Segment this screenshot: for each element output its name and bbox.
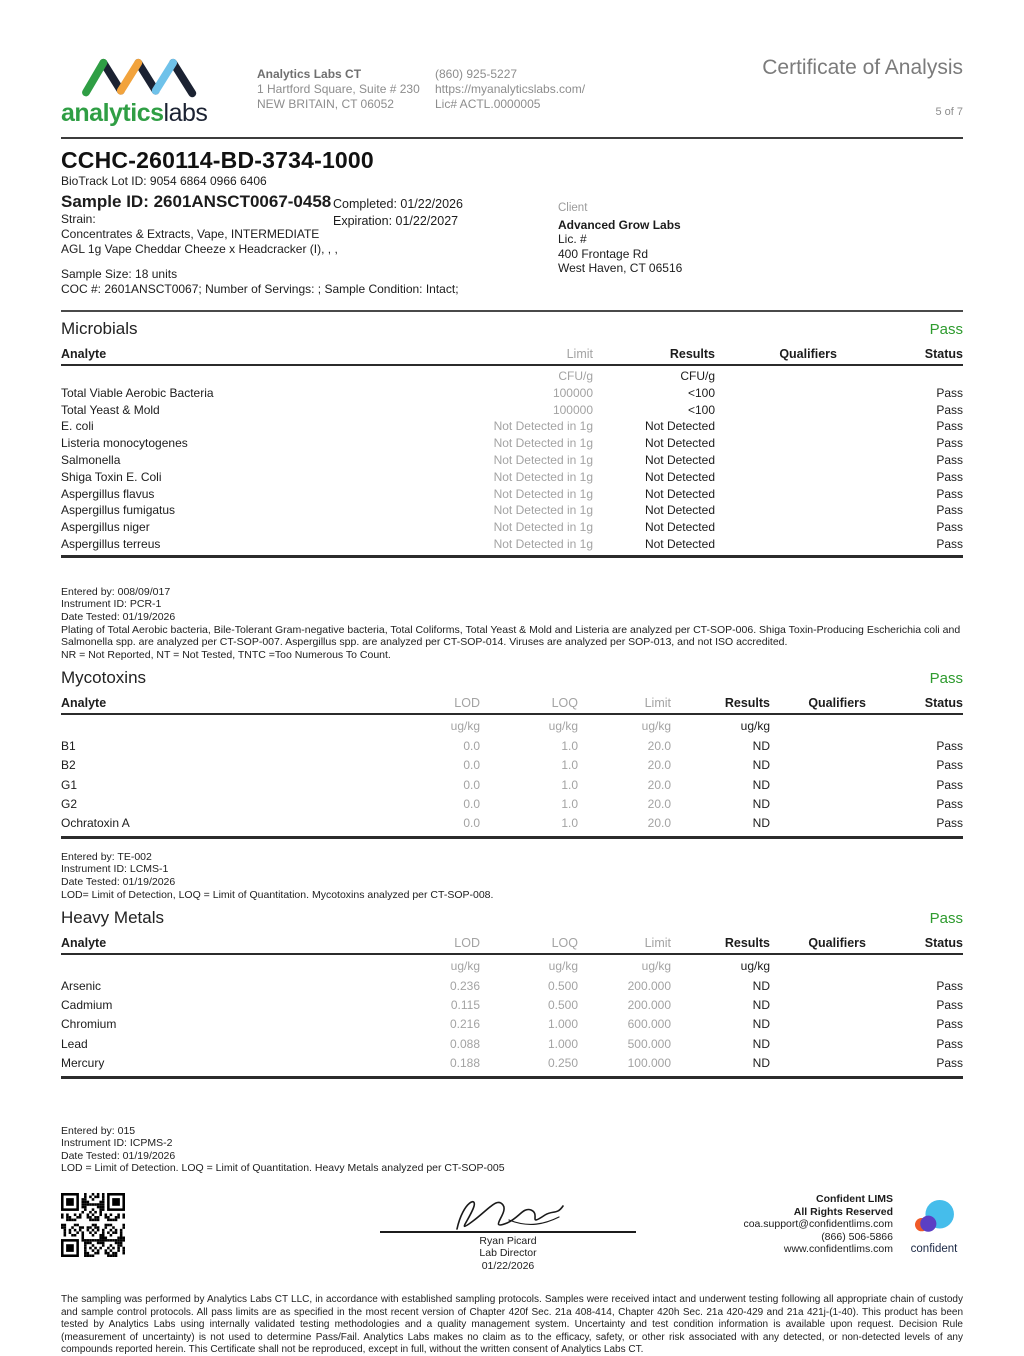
table-cell: 1.000: [547, 1017, 578, 1032]
table-cell: ND: [671, 1054, 770, 1077]
table-cell: Pass: [936, 486, 963, 501]
signature-icon: [433, 1193, 583, 1235]
note-line: Entered by: 015: [61, 1124, 136, 1137]
table-cell: 20.0: [578, 814, 671, 837]
unit-cell: ug/kg: [740, 719, 770, 734]
table-cell: 20.0: [647, 758, 671, 773]
table-cell: G2: [61, 796, 78, 811]
column-header: Results: [593, 347, 715, 365]
table-cell: B2: [61, 758, 76, 773]
table-cell: 0.088: [449, 1036, 480, 1051]
table-cell: [770, 795, 866, 814]
unit-cell: [61, 714, 381, 736]
lab-address-line1: 1 Hartford Square, Suite # 230: [257, 82, 420, 96]
table-cell: Aspergillus terreus: [61, 536, 441, 556]
lab-logo: [61, 52, 211, 128]
table-cell: [715, 519, 837, 536]
note-line: LOD = Limit of Detection. LOQ = Limit of Quantitation. Heavy Metals analyzed per CT-SOP-005: [61, 1162, 505, 1175]
table-cell: [715, 469, 837, 486]
column-header: LOD: [381, 696, 480, 714]
column-header: Analyte: [61, 696, 381, 714]
product-name: AGL 1g Vape Cheddar Cheeze x Headcracker (I), , ,: [61, 242, 338, 256]
table-cell: [770, 737, 866, 756]
table-cell: Not Detected in 1g: [493, 452, 593, 467]
unit-cell: [61, 365, 441, 385]
mountain-zigzag-icon: [79, 52, 201, 98]
table-row: [61, 1054, 963, 1077]
table-row: [61, 756, 963, 775]
table-cell: Aspergillus flavus: [61, 486, 155, 501]
table-cell: [715, 402, 837, 419]
unit-cell: ug/kg: [641, 719, 671, 734]
unit-cell: [866, 954, 963, 976]
unit-cell: ug/kg: [548, 959, 578, 974]
section-divider: [61, 310, 963, 312]
table-cell: Pass: [936, 385, 963, 400]
table-cell: Not Detected in 1g: [493, 486, 593, 501]
signer-name: Ryan Picard: [479, 1234, 537, 1247]
table-cell: 1.0: [561, 777, 578, 792]
column-header: Limit: [578, 696, 671, 714]
mycotoxins-notes: [61, 851, 963, 901]
table-cell: Mercury: [61, 1054, 381, 1077]
table-cell: Pass: [936, 978, 963, 993]
table-cell: Pass: [936, 796, 963, 811]
column-header: Status: [866, 936, 963, 954]
table-row: [61, 1015, 963, 1034]
table-cell: Arsenic: [61, 978, 102, 993]
table-cell: ND: [752, 978, 770, 993]
mycotoxins-table: [61, 696, 963, 838]
document-title: Certificate of Analysis: [762, 56, 963, 79]
table-cell: 200.000: [627, 997, 671, 1012]
sign-date: 01/22/2026: [481, 1259, 535, 1272]
confident-logo: [905, 1193, 963, 1255]
page-header: [61, 52, 963, 139]
table-cell: 0.188: [381, 1054, 480, 1077]
table-cell: [770, 1015, 866, 1034]
table-cell: 600.000: [627, 1017, 671, 1032]
table-cell: E. coli: [61, 419, 94, 434]
note-line: Date Tested: 01/19/2026: [61, 610, 176, 623]
table-cell: 20.0: [647, 738, 671, 753]
table-cell: ND: [752, 758, 770, 773]
sample-id: Sample ID: 2601ANSCT0067-0458: [61, 192, 332, 211]
sample-info-block: [61, 192, 963, 297]
table-cell: 100000: [552, 402, 593, 417]
lims-info-block: [743, 1193, 893, 1256]
table-cell: [715, 418, 837, 435]
table-cell: 500.000: [627, 1036, 671, 1051]
table-cell: [715, 435, 837, 452]
section-title-mycotoxins: Mycotoxins: [61, 668, 147, 688]
lims-rights: All Rights Reserved: [793, 1205, 893, 1218]
heavy-metals-notes: [61, 1125, 963, 1175]
disclaimer-text: The sampling was performed by Analytics Labs CT LLC, in accordance with established sampling protocols. Samples were received intact and underwent testing following all appropriate chain of custody and sample control protocols. All pass limits are as specified in the most recent version of Chapter 420f Sec. 21a 408-414, Chapter 420h Sec. 21a 420-429 and 21a 421j-(1-40). This product has been tested by Analytics Labs using internally validated testing methodologies and a quality management system. Uncertainty and test condition information is available upon request. Decision Rule (measurement of uncertainty) is not used to determine Pass/Fail. Analytics Labs makes no claim as to the efficacy, safety, or other risk associated with any detected, or non-detected levels of any compounds reported herein. This Certificate shall not be reproduced, except in full, without the written consent of Analytics Labs CT.: [61, 1294, 963, 1356]
table-cell: Pass: [866, 814, 963, 837]
table-cell: 0.0: [463, 777, 480, 792]
column-header: LOQ: [480, 696, 578, 714]
sample-category: Concentrates & Extracts, Vape, INTERMEDIATE: [61, 227, 320, 241]
column-header: Limit: [441, 347, 593, 365]
header-right: [762, 56, 963, 118]
unit-cell: [770, 714, 866, 736]
confident-wordmark: confident: [910, 1242, 958, 1255]
table-cell: Pass: [936, 777, 963, 792]
note-line: Instrument ID: LCMS-1: [61, 863, 169, 876]
table-row: [61, 435, 963, 452]
confident-circles-icon: [912, 1199, 956, 1237]
table-cell: ND: [671, 814, 770, 837]
status-badge-heavy-metals: Pass: [929, 910, 963, 928]
column-header: LOQ: [480, 936, 578, 954]
table-row: [61, 1035, 963, 1054]
table-cell: ND: [752, 796, 770, 811]
table-row: [61, 795, 963, 814]
table-cell: G1: [61, 777, 78, 792]
client-license: Lic. #: [558, 232, 587, 246]
table-cell: Pass: [936, 738, 963, 753]
unit-cell: [837, 365, 963, 385]
table-cell: [770, 996, 866, 1015]
unit-cell: [61, 954, 381, 976]
table-cell: 1.0: [480, 814, 578, 837]
table-cell: Chromium: [61, 1017, 117, 1032]
microbials-section: [61, 319, 963, 661]
table-cell: ND: [752, 1017, 770, 1032]
heavy-metals-section: [61, 908, 963, 1175]
column-header: Results: [671, 936, 770, 954]
table-cell: [770, 814, 866, 837]
table-cell: Pass: [866, 1054, 963, 1077]
table-row: [61, 737, 963, 756]
table-cell: Total Viable Aerobic Bacteria: [61, 385, 214, 400]
table-cell: Not Detected: [644, 520, 715, 535]
unit-cell: CFU/g: [558, 369, 593, 383]
table-cell: [715, 452, 837, 469]
table-cell: Pass: [936, 503, 963, 518]
brand-wordmark: [61, 99, 211, 128]
table-cell: Pass: [936, 997, 963, 1012]
lab-website: https://myanalyticslabs.com/: [435, 82, 586, 96]
status-badge-mycotoxins: Pass: [929, 670, 963, 688]
note-line: Plating of Total Aerobic bacteria, Bile-Tolerant Gram-negative bacteria, Total Coliforms, Total Yeast & Mold and Listeria are analyzed per CT-SOP-006. Shiga Toxin-Producing Escherichia coli and Salmonella spp. are analyzed per CT-SOP-007. Aspergillus spp. are analyzed per CT-SOP-014. Viruses are analyzed per SOP-013, and not ISO accredited.: [61, 623, 961, 649]
table-cell: 0.500: [547, 978, 578, 993]
unit-cell: ug/kg: [548, 719, 578, 734]
table-row: [61, 977, 963, 996]
client-name: Advanced Grow Labs: [558, 217, 681, 232]
table-cell: Shiga Toxin E. Coli: [61, 469, 162, 484]
table-row: [61, 469, 963, 486]
table-cell: [770, 977, 866, 996]
table-cell: [770, 1054, 866, 1077]
table-cell: Not Detected: [644, 419, 715, 434]
table-cell: 20.0: [647, 796, 671, 811]
table-row: [61, 519, 963, 536]
unit-cell: ug/kg: [450, 959, 480, 974]
table-cell: Ochratoxin A: [61, 814, 381, 837]
column-header: Qualifiers: [770, 696, 866, 714]
table-cell: 100000: [552, 385, 593, 400]
table-cell: 0.216: [449, 1017, 480, 1032]
table-cell: Aspergillus niger: [61, 520, 150, 535]
mycotoxins-section: [61, 668, 963, 901]
brand-secondary: labs: [163, 99, 208, 127]
column-header: Analyte: [61, 936, 381, 954]
client-block: [558, 201, 682, 276]
table-cell: Not Detected: [644, 486, 715, 501]
table-row: [61, 776, 963, 795]
table-cell: 0.115: [450, 997, 480, 1012]
status-badge-microbials: Pass: [929, 321, 963, 338]
coc-info: COC #: 2601ANSCT0067; Number of Servings: ; Sample Condition: Intact;: [61, 282, 459, 296]
note-line: LOD= Limit of Detection, LOQ = Limit of Quantitation. Mycotoxins analyzed per CT-SOP-008.: [61, 888, 494, 901]
table-cell: [715, 486, 837, 503]
client-address2: West Haven, CT 06516: [558, 261, 683, 275]
biotrack-lot-id: BioTrack Lot ID: 9054 6864 0966 6406: [61, 174, 267, 188]
table-cell: 1.0: [561, 758, 578, 773]
table-cell: B1: [61, 738, 76, 753]
note-line: NR = Not Reported, NT = Not Tested, TNTC =Too Numerous To Count.: [61, 648, 391, 661]
unit-cell: [770, 954, 866, 976]
table-row: [61, 502, 963, 519]
unit-cell: ug/kg: [740, 959, 770, 974]
note-line: Instrument ID: ICPMS-2: [61, 1137, 173, 1150]
unit-cell: [715, 365, 837, 385]
brand-primary: analytics: [61, 99, 164, 127]
table-cell: Not Detected in 1g: [493, 520, 593, 535]
table-row: [61, 536, 963, 556]
lab-name: Analytics Labs CT: [257, 67, 362, 81]
completed-date: Completed: 01/22/2026: [333, 197, 463, 211]
heavy-metals-table: [61, 936, 963, 1078]
table-cell: [715, 385, 837, 402]
table-cell: 200.000: [627, 978, 671, 993]
lab-contact-block: [435, 67, 625, 112]
table-cell: 0.0: [381, 814, 480, 837]
table-cell: Pass: [936, 1036, 963, 1051]
table-cell: 1.0: [561, 738, 578, 753]
table-cell: Pass: [936, 1017, 963, 1032]
table-row: [61, 486, 963, 503]
table-cell: ND: [752, 777, 770, 792]
table-cell: Pass: [936, 452, 963, 467]
column-header: Status: [866, 696, 963, 714]
table-cell: Not Detected: [593, 536, 715, 556]
table-cell: Pass: [936, 436, 963, 451]
column-header: Qualifiers: [770, 936, 866, 954]
batch-id: CCHC-260114-BD-3734-1000: [61, 147, 374, 173]
table-cell: 1.000: [547, 1036, 578, 1051]
table-cell: Not Detected: [644, 503, 715, 518]
table-cell: Pass: [936, 402, 963, 417]
page-footer: [61, 1193, 963, 1273]
table-cell: 0.0: [463, 796, 480, 811]
table-cell: [770, 776, 866, 795]
table-cell: Not Detected in 1g: [493, 469, 593, 484]
table-cell: ND: [752, 997, 770, 1012]
microbials-table: [61, 347, 963, 558]
table-cell: Cadmium: [61, 997, 113, 1012]
signer-title: Lab Director: [479, 1247, 537, 1260]
strain-label: Strain:: [61, 212, 96, 226]
table-row: [61, 996, 963, 1015]
lims-phone: (866) 506-5866: [821, 1230, 893, 1243]
note-line: Entered by: 008/09/017: [61, 585, 171, 598]
table-cell: Not Detected in 1g: [493, 503, 593, 518]
table-cell: Pass: [936, 419, 963, 434]
column-header: Limit: [578, 936, 671, 954]
lab-license: Lic# ACTL.0000005: [435, 97, 541, 111]
column-header: Qualifiers: [715, 347, 837, 365]
table-cell: <100: [687, 402, 715, 417]
table-cell: 20.0: [647, 777, 671, 792]
qr-code: [61, 1193, 125, 1257]
table-cell: 0.236: [449, 978, 480, 993]
table-cell: Salmonella: [61, 452, 121, 467]
table-cell: [715, 536, 837, 556]
table-cell: ND: [752, 738, 770, 753]
unit-cell: CFU/g: [680, 369, 715, 383]
table-cell: Listeria monocytogenes: [61, 436, 188, 451]
section-title-microbials: Microbials: [61, 319, 138, 338]
table-cell: Pass: [936, 469, 963, 484]
note-line: Instrument ID: PCR-1: [61, 598, 162, 611]
table-cell: [715, 502, 837, 519]
signature-line: [380, 1231, 636, 1233]
column-header: Analyte: [61, 347, 441, 365]
table-cell: Lead: [61, 1036, 88, 1051]
table-cell: Not Detected: [644, 452, 715, 467]
note-line: Date Tested: 01/19/2026: [61, 875, 176, 888]
table-cell: Not Detected in 1g: [493, 436, 593, 451]
table-cell: Not Detected: [644, 469, 715, 484]
table-cell: Not Detected in 1g: [493, 419, 593, 434]
column-header: Status: [837, 347, 963, 365]
table-cell: Aspergillus fumigatus: [61, 503, 176, 518]
table-cell: 0.500: [547, 997, 578, 1012]
signature-block: [380, 1193, 636, 1273]
microbials-notes: [61, 586, 963, 662]
page-number: 5 of 7: [935, 106, 963, 118]
client-label: Client: [558, 202, 588, 214]
table-cell: 100.000: [578, 1054, 671, 1077]
lims-name: Confident LIMS: [816, 1192, 893, 1205]
table-cell: 1.0: [561, 796, 578, 811]
table-cell: ND: [752, 1036, 770, 1051]
table-row: [61, 402, 963, 419]
table-cell: [770, 756, 866, 775]
table-cell: Pass: [837, 536, 963, 556]
table-cell: Pass: [936, 758, 963, 773]
note-line: Entered by: TE-002: [61, 850, 152, 863]
table-cell: 0.0: [463, 758, 480, 773]
table-row: [61, 418, 963, 435]
table-cell: 0.0: [463, 738, 480, 753]
table-cell: Pass: [936, 520, 963, 535]
column-header: Results: [671, 696, 770, 714]
sample-size: Sample Size: 18 units: [61, 267, 178, 281]
section-title-heavy-metals: Heavy Metals: [61, 908, 164, 928]
expiration-date: Expiration: 01/22/2027: [333, 214, 459, 228]
table-cell: [770, 1035, 866, 1054]
table-row: [61, 385, 963, 402]
table-cell: Not Detected: [644, 436, 715, 451]
table-cell: 0.250: [480, 1054, 578, 1077]
column-header: LOD: [381, 936, 480, 954]
unit-cell: ug/kg: [641, 959, 671, 974]
lab-address-block: [257, 67, 435, 112]
lims-website: www.confidentlims.com: [783, 1243, 893, 1256]
lab-phone: (860) 925-5227: [435, 67, 518, 81]
lims-email: coa.support@confidentlims.com: [743, 1218, 893, 1231]
table-row: [61, 814, 963, 837]
table-row: [61, 452, 963, 469]
unit-cell: [866, 714, 963, 736]
note-line: Date Tested: 01/19/2026: [61, 1149, 176, 1162]
unit-cell: ug/kg: [450, 719, 480, 734]
table-cell: <100: [687, 385, 715, 400]
lab-address-line2: NEW BRITAIN, CT 06052: [257, 97, 394, 111]
client-address1: 400 Frontage Rd: [558, 246, 649, 261]
dates-block: [333, 196, 463, 230]
table-cell: Total Yeast & Mold: [61, 402, 160, 417]
table-cell: Not Detected in 1g: [441, 536, 593, 556]
